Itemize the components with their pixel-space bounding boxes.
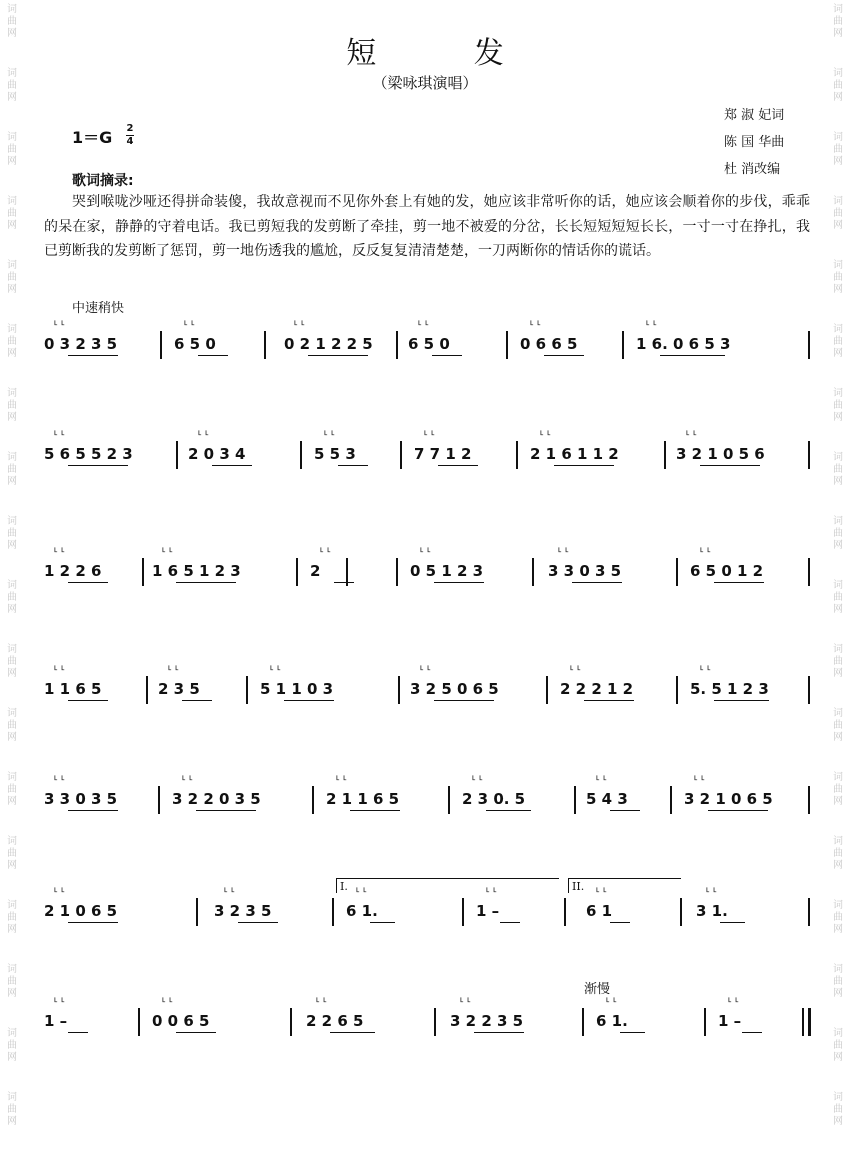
watermark-glyph-group: 词 曲 网 — [833, 388, 843, 423]
beam-line — [68, 810, 118, 811]
articulation-mark: ˪ ˪ — [54, 660, 65, 673]
articulation-mark: ˪ ˪ — [418, 315, 429, 328]
articulation-mark: ˪ ˪ — [54, 992, 65, 1005]
watermark-glyph-group: 词 曲 网 — [7, 68, 17, 103]
beam-line — [572, 582, 622, 583]
articulation-mark: ˪ ˪ — [162, 992, 173, 1005]
barline — [246, 676, 248, 704]
watermark-glyph-group: 词 曲 网 — [833, 1092, 843, 1127]
measure-r5-m5: 5 4 3 — [586, 790, 628, 808]
measure-r7-m1: 1 – — [44, 1012, 68, 1030]
measure-r3-m2: 1 6 5 1 2 3 — [152, 562, 241, 580]
barline — [346, 558, 348, 586]
beam-line — [176, 1032, 216, 1033]
measure-r7-m2: 0 0 6 5 — [152, 1012, 210, 1030]
articulation-mark: ˪ ˪ — [700, 660, 711, 673]
barline — [434, 1008, 436, 1036]
articulation-mark: ˪ ˪ — [420, 542, 431, 555]
barline — [808, 786, 810, 814]
articulation-mark: ˪ ˪ — [472, 770, 483, 783]
watermark-glyph-group: 词 曲 网 — [7, 1028, 17, 1063]
credits — [724, 102, 784, 183]
articulation-mark: ˪ ˪ — [54, 770, 65, 783]
volta-bracket — [336, 878, 559, 893]
watermark-glyph-group: 词 曲 网 — [7, 644, 17, 679]
watermark-glyph-group: 词 曲 网 — [833, 836, 843, 871]
composer-credit: 陈 国 华曲 — [724, 135, 785, 150]
barline — [138, 1008, 140, 1036]
measure-r3-m3: 2 — [310, 562, 321, 580]
watermark-glyph-group: 词 曲 网 — [7, 324, 17, 359]
measure-r2-m2: 2 0 3 4 — [188, 445, 246, 463]
beam-line — [742, 1032, 762, 1033]
beam-line — [500, 922, 520, 923]
beam-line — [610, 922, 630, 923]
time-signature-top: 2 — [126, 123, 134, 134]
volta-first-label: I. — [340, 880, 348, 893]
articulation-mark: ˪ ˪ — [356, 882, 367, 895]
barline — [808, 558, 810, 586]
time-signature — [126, 124, 134, 147]
measure-r1-m2: 6 5 0 — [174, 335, 216, 353]
measure-r4-m5: 2 2 2 1 2 — [560, 680, 634, 698]
watermark-glyph-group: 词 曲 网 — [833, 772, 843, 807]
articulation-mark: ˪ ˪ — [486, 882, 497, 895]
barline — [704, 1008, 706, 1036]
beam-line — [714, 700, 769, 701]
beam-line — [474, 1032, 524, 1033]
measure-r7-m6: 1 – — [718, 1012, 742, 1030]
barline — [676, 558, 678, 586]
measure-r2-m4: 7 7 1 2 — [414, 445, 472, 463]
barline — [680, 898, 682, 926]
measure-r3-m6: 6 5 0 1 2 — [690, 562, 764, 580]
measure-r1-m4: 6 5 0 — [408, 335, 450, 353]
lyrics-text: 哭到喉咙沙哑还得拼命装傻，我故意视而不见你外套上有她的发，她应该非常听你的话，她应该会顺着你的步伐，乖乖的呆在家，静静的守着电话。我已剪短我的发剪断了牵挂，剪一地不被爱的分岔，长长短短短短长长，一寸一寸在挣扎，我已剪断我的发剪断了惩罚，剪一地伤透我的尴尬，反反复复清清楚楚，一刀两断你的情话你的谎话。 — [44, 194, 810, 259]
measure-r3-m5: 3 3 0 3 5 — [548, 562, 622, 580]
measure-r1-m5: 0 6 6 5 — [520, 335, 578, 353]
watermark-glyph-group: 词 曲 网 — [833, 1028, 843, 1063]
beam-line — [68, 582, 108, 583]
beam-line — [720, 922, 745, 923]
articulation-mark: ˪ ˪ — [686, 425, 697, 438]
articulation-mark: ˪ ˪ — [316, 992, 327, 1005]
measure-r5-m3: 2 1 1 6 5 — [326, 790, 400, 808]
articulation-mark: ˪ ˪ — [646, 315, 657, 328]
articulation-mark: ˪ ˪ — [570, 660, 581, 673]
articulation-mark: ˪ ˪ — [694, 770, 705, 783]
barline — [622, 331, 624, 359]
barline — [574, 786, 576, 814]
barline — [670, 786, 672, 814]
key-signature: 1＝G — [72, 128, 113, 147]
beam-line — [176, 582, 236, 583]
beam-line — [432, 355, 462, 356]
beam-line — [350, 810, 400, 811]
watermark-glyph-group: 词 曲 网 — [833, 196, 843, 231]
lyrics-label: 歌词摘录: — [72, 173, 134, 189]
barline — [808, 1008, 811, 1036]
articulation-mark: ˪ ˪ — [700, 542, 711, 555]
barline — [808, 676, 810, 704]
measure-r1-m3: 0 2 1 2 2 5 — [284, 335, 373, 353]
measure-r4-m4: 3 2 5 0 6 5 — [410, 680, 499, 698]
watermark-glyph-group: 词 曲 网 — [7, 132, 17, 167]
barline — [396, 558, 398, 586]
articulation-mark: ˪ ˪ — [324, 425, 335, 438]
measure-r1-m1: 0 3 2 3 5 — [44, 335, 118, 353]
barline — [332, 898, 334, 926]
measure-r5-m6: 3 2 1 0 6 5 — [684, 790, 773, 808]
barline — [448, 786, 450, 814]
measure-r1-m6: 1 6. 0 6 5 3 — [636, 335, 731, 353]
watermark-glyph-group: 词 曲 网 — [833, 324, 843, 359]
measure-r3-m4: 0 5 1 2 3 — [410, 562, 484, 580]
measure-r7-m4: 3 2 2 3 5 — [450, 1012, 524, 1030]
watermark-glyph-group: 词 曲 网 — [833, 132, 843, 167]
measure-r2-m1: 5 6 5 5 2 3 — [44, 445, 133, 463]
watermark-glyph-group: 词 曲 网 — [7, 452, 17, 487]
beam-line — [370, 922, 395, 923]
time-signature-bottom: 4 — [126, 136, 134, 147]
articulation-mark: ˪ ˪ — [596, 770, 607, 783]
measure-r6-m6: 3 1. — [696, 902, 728, 920]
tempo-mark-start: 中速稍快 — [72, 301, 125, 316]
articulation-mark: ˪ ˪ — [336, 770, 347, 783]
barline — [196, 898, 198, 926]
beam-line — [434, 700, 494, 701]
watermark-glyph-group: 词 曲 网 — [7, 964, 17, 999]
articulation-mark: ˪ ˪ — [168, 660, 179, 673]
measure-r6-m1: 2 1 0 6 5 — [44, 902, 118, 920]
articulation-mark: ˪ ˪ — [54, 882, 65, 895]
articulation-mark: ˪ ˪ — [294, 315, 305, 328]
watermark-glyph-group: 词 曲 网 — [7, 900, 17, 935]
barline — [398, 676, 400, 704]
articulation-mark: ˪ ˪ — [54, 425, 65, 438]
measure-r6-m2: 3 2 3 5 — [214, 902, 272, 920]
beam-line — [212, 465, 252, 466]
articulation-mark: ˪ ˪ — [606, 992, 617, 1005]
beam-line — [434, 582, 484, 583]
barline — [312, 786, 314, 814]
barline — [300, 441, 302, 469]
measure-r2-m3: 5 5 3 — [314, 445, 356, 463]
barline — [142, 558, 144, 586]
barline — [676, 676, 678, 704]
barline — [296, 558, 298, 586]
beam-line — [198, 355, 228, 356]
watermark-glyph-group: 词 曲 网 — [7, 708, 17, 743]
watermark-glyph-group: 词 曲 网 — [833, 900, 843, 935]
barline — [582, 1008, 584, 1036]
barline — [664, 441, 666, 469]
watermark-glyph-group: 词 曲 网 — [7, 4, 17, 39]
articulation-mark: ˪ ˪ — [162, 542, 173, 555]
beam-line — [238, 922, 278, 923]
beam-line — [68, 922, 118, 923]
measure-r3-m1: 1 2 2 6 — [44, 562, 102, 580]
measure-r5-m4: 2 3 0. 5 — [462, 790, 526, 808]
beam-line — [182, 700, 212, 701]
lyricist-credit: 郑 淑 妃词 — [724, 108, 785, 123]
measure-r2-m5: 2 1 6 1 1 2 — [530, 445, 619, 463]
beam-line — [700, 465, 760, 466]
barline — [808, 898, 810, 926]
volta-second-label: II. — [572, 880, 585, 893]
beam-line — [544, 355, 584, 356]
watermark-right — [828, 0, 848, 1127]
articulation-mark: ˪ ˪ — [530, 315, 541, 328]
barline — [146, 676, 148, 704]
watermark-glyph-group: 词 曲 网 — [833, 964, 843, 999]
beam-line — [338, 465, 368, 466]
barline — [532, 558, 534, 586]
barline — [396, 331, 398, 359]
watermark-glyph-group: 词 曲 网 — [7, 388, 17, 423]
articulation-mark: ˪ ˪ — [184, 315, 195, 328]
barline — [290, 1008, 292, 1036]
barline — [808, 331, 810, 359]
articulation-mark: ˪ ˪ — [596, 882, 607, 895]
arranger-credit: 杜 消改编 — [724, 162, 781, 177]
measure-r6-m4: 1 – — [476, 902, 500, 920]
song-subtitle: （梁咏琪演唱） — [372, 74, 478, 92]
song-title: 短 发 — [346, 36, 548, 71]
beam-line — [714, 582, 764, 583]
watermark-left — [2, 0, 22, 1127]
beam-line — [68, 355, 118, 356]
watermark-glyph-group: 词 曲 网 — [7, 196, 17, 231]
barline — [808, 441, 810, 469]
tempo-mark-end: 渐慢 — [584, 982, 611, 997]
watermark-glyph-group: 词 曲 网 — [7, 1092, 17, 1127]
volta-bracket — [568, 878, 681, 893]
watermark-glyph-group: 词 曲 网 — [833, 68, 843, 103]
articulation-mark: ˪ ˪ — [460, 992, 471, 1005]
barline — [264, 331, 266, 359]
articulation-mark: ˪ ˪ — [224, 882, 235, 895]
measure-r6-m3: 6 1. — [346, 902, 378, 920]
watermark-glyph-group: 词 曲 网 — [7, 260, 17, 295]
measure-r4-m2: 2 3 5 — [158, 680, 200, 698]
measure-r5-m2: 3 2 2 0 3 5 — [172, 790, 261, 808]
articulation-mark: ˪ ˪ — [558, 542, 569, 555]
measure-r4-m3: 5 1 1 0 3 — [260, 680, 334, 698]
articulation-mark: ˪ ˪ — [420, 660, 431, 673]
watermark-glyph-group: 词 曲 网 — [7, 580, 17, 615]
barline — [400, 441, 402, 469]
beam-line — [610, 810, 640, 811]
watermark-glyph-group: 词 曲 网 — [833, 260, 843, 295]
barline — [516, 441, 518, 469]
measure-r2-m6: 3 2 1 0 5 6 — [676, 445, 765, 463]
beam-line — [554, 465, 614, 466]
measure-r4-m1: 1 1 6 5 — [44, 680, 102, 698]
articulation-mark: ˪ ˪ — [706, 882, 717, 895]
watermark-glyph-group: 词 曲 网 — [7, 516, 17, 551]
articulation-mark: ˪ ˪ — [198, 425, 209, 438]
articulation-mark: ˪ ˪ — [540, 425, 551, 438]
beam-line — [196, 810, 256, 811]
barline — [564, 898, 566, 926]
beam-line — [330, 1032, 375, 1033]
barline — [158, 786, 160, 814]
beam-line — [68, 700, 108, 701]
beam-line — [68, 1032, 88, 1033]
articulation-mark: ˪ ˪ — [728, 992, 739, 1005]
measure-r4-m6: 5. 5 1 2 3 — [690, 680, 769, 698]
articulation-mark: ˪ ˪ — [320, 542, 331, 555]
barline — [506, 331, 508, 359]
beam-line — [308, 355, 368, 356]
measure-r7-m3: 2 2 6 5 — [306, 1012, 364, 1030]
watermark-glyph-group: 词 曲 网 — [833, 708, 843, 743]
watermark-glyph-group: 词 曲 网 — [833, 516, 843, 551]
beam-line — [486, 810, 531, 811]
beam-line — [68, 465, 128, 466]
barline — [176, 441, 178, 469]
articulation-mark: ˪ ˪ — [270, 660, 281, 673]
watermark-glyph-group: 词 曲 网 — [833, 452, 843, 487]
articulation-mark: ˪ ˪ — [424, 425, 435, 438]
measure-r6-m5: 6 1 — [586, 902, 613, 920]
watermark-glyph-group: 词 曲 网 — [7, 836, 17, 871]
watermark-glyph-group: 词 曲 网 — [833, 644, 843, 679]
beam-line — [334, 582, 354, 583]
articulation-mark: ˪ ˪ — [54, 542, 65, 555]
barline — [546, 676, 548, 704]
beam-line — [660, 355, 725, 356]
measure-r7-m5: 6 1. — [596, 1012, 628, 1030]
beam-line — [620, 1032, 645, 1033]
beam-line — [584, 700, 634, 701]
barline — [160, 331, 162, 359]
articulation-mark: ˪ ˪ — [54, 315, 65, 328]
watermark-glyph-group: 词 曲 网 — [7, 772, 17, 807]
beam-line — [284, 700, 334, 701]
watermark-glyph-group: 词 曲 网 — [833, 580, 843, 615]
watermark-glyph-group: 词 曲 网 — [833, 4, 843, 39]
measure-r5-m1: 3 3 0 3 5 — [44, 790, 118, 808]
final-barline-thin — [802, 1008, 804, 1036]
beam-line — [708, 810, 768, 811]
beam-line — [438, 465, 478, 466]
barline — [462, 898, 464, 926]
articulation-mark: ˪ ˪ — [182, 770, 193, 783]
